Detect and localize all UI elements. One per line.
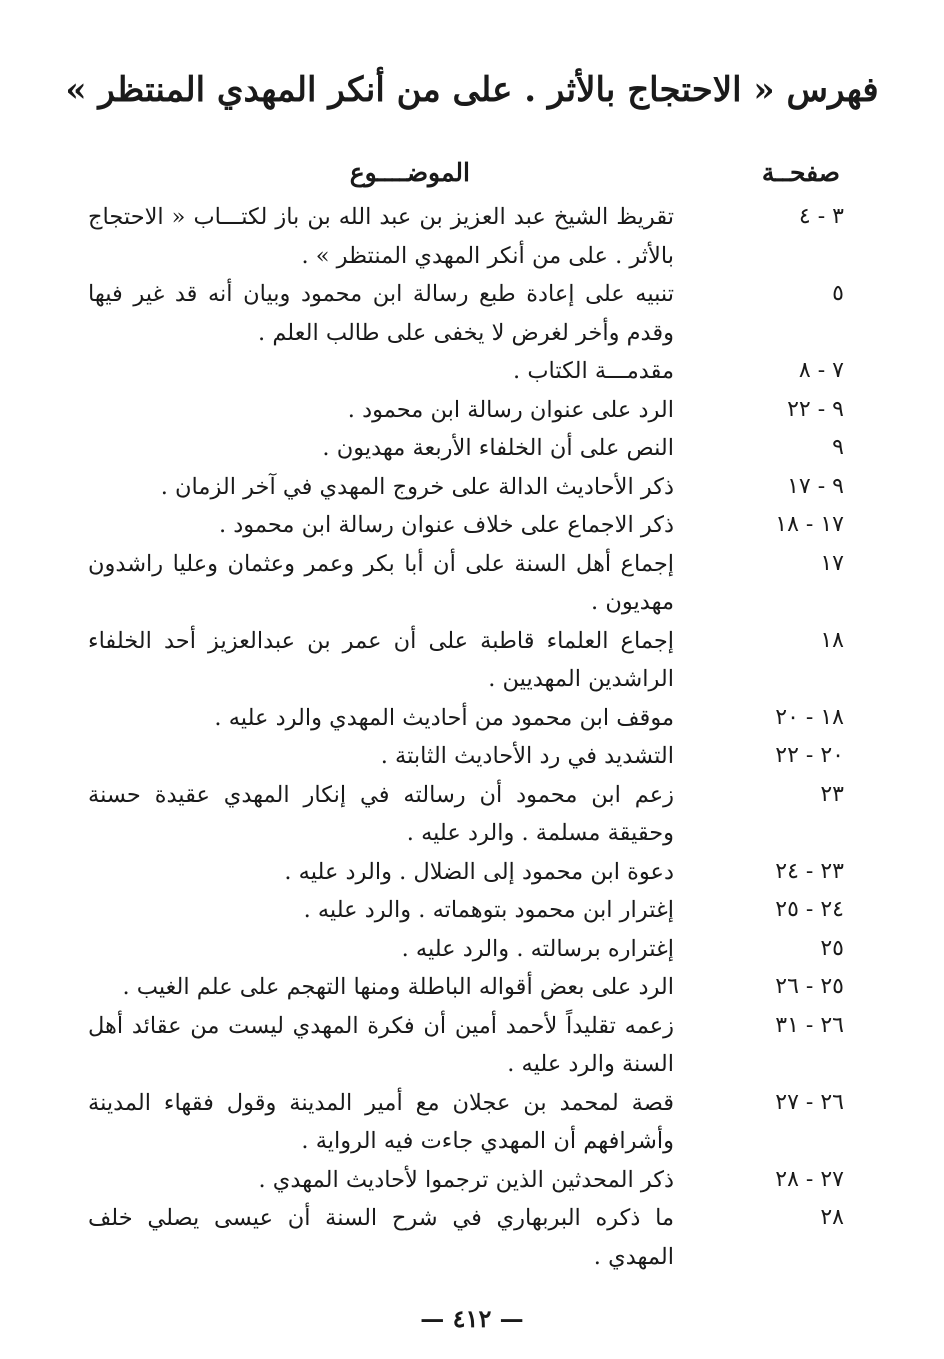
entry-text: الرد على بعض أقواله الباطلة ومنها التهجم على علم الغيب . — [122, 974, 674, 1000]
entry-text: دعوة ابن محمود إلى الضلال . والرد عليه . — [284, 858, 674, 885]
index-entry — [0, 1199, 944, 1276]
entry-pages: ٥ — [832, 281, 844, 306]
entry-text: إجماع أهل السنة على أن أبا بكر وعمر وعثمان وعليا راشدون مهديون . — [88, 550, 674, 615]
index-entry — [0, 737, 944, 776]
page-number: — ٤١٢ — — [420, 1304, 524, 1333]
entry-pages: ٩ - ١٧ — [787, 473, 844, 499]
entry-text: إغترار ابن محمود بتوهماته . والرد عليه . — [303, 897, 674, 923]
index-entry — [0, 1007, 944, 1084]
index-entry — [0, 853, 944, 892]
entry-text: إغتراره برسالته . والرد عليه . — [401, 935, 674, 962]
index-entry — [0, 699, 944, 738]
index-list — [0, 198, 944, 1276]
entry-text: زعمه تقليداً لأحمد أمين أن فكرة المهدي ليست من عقائد أهل السنة والرد عليه . — [88, 1012, 674, 1077]
entry-text: موقف ابن محمود من أحاديث المهدي والرد عليه . — [214, 704, 674, 731]
index-entry — [0, 930, 944, 969]
index-entry — [0, 545, 944, 622]
index-entry — [0, 506, 944, 545]
index-entry — [0, 891, 944, 930]
entry-text: التشديد في رد الأحاديث الثابتة . — [380, 743, 674, 769]
index-entry — [0, 429, 944, 468]
entry-pages: ٩ - ٢٢ — [787, 396, 844, 422]
entry-pages: ٢٤ - ٢٥ — [775, 897, 844, 922]
entry-pages: ٢٥ - ٢٦ — [775, 974, 844, 999]
entry-text: الرد على عنوان رسالة ابن محمود . — [347, 396, 674, 423]
index-entry — [0, 1161, 944, 1200]
entry-pages: ١٨ - ٢٠ — [775, 704, 844, 730]
entry-text: إجماع العلماء قاطبة على أن عمر بن عبدالعزيز أحد الخلفاء الراشدين المهديين . — [88, 627, 674, 692]
entry-pages: ١٧ - ١٨ — [775, 512, 844, 537]
index-entry — [0, 622, 944, 699]
entry-text: ما ذكره البربهاري في شرح السنة أن عيسى يصلي خلف المهدي . — [88, 1205, 674, 1270]
entry-text: مقدمـــة الكتاب . — [513, 358, 674, 384]
entry-pages: ٢٠ - ٢٢ — [775, 743, 844, 768]
page-column-header: صفحــة — [761, 158, 840, 187]
index-entry — [0, 198, 944, 275]
entry-pages: ٧ - ٨ — [798, 358, 844, 383]
index-entry — [0, 391, 944, 430]
index-entry — [0, 968, 944, 1007]
entry-text: تنبيه على إعادة طبع رسالة ابن محمود وبيان أنه قد غير فيها وقدم وأخر لغرض لا يخفى على طالب العلم . — [88, 281, 674, 346]
entry-pages: ٢٧ - ٢٨ — [775, 1166, 844, 1192]
index-entry — [0, 1084, 944, 1161]
topic-column-header: الموضــــوع — [349, 158, 470, 187]
index-entry — [0, 352, 944, 391]
entry-text: ذكر الاجماع على خلاف عنوان رسالة ابن محمود . — [218, 512, 674, 538]
index-entry — [0, 776, 944, 853]
index-entry — [0, 468, 944, 507]
entry-pages: ١٧ — [820, 550, 844, 576]
entry-pages: ٣ - ٤ — [798, 204, 844, 229]
entry-text: تقريظ الشيخ عبد العزيز بن عبد الله بن باز لكتـــاب « الاحتجاج بالأثر . على من أنكر المهدي المنتظر » . — [88, 204, 674, 269]
entry-pages: ٢٣ — [820, 781, 844, 807]
entry-text: ذكر الأحاديث الدالة على خروج المهدي في آخر الزمان . — [160, 473, 674, 500]
index-entry — [0, 275, 944, 352]
entry-text: النص على أن الخلفاء الأربعة مهديون . — [322, 435, 674, 461]
entry-pages: ١٨ — [820, 627, 844, 653]
entry-text: زعم ابن محمود أن رسالته في إنكار المهدي عقيدة حسنة وحقيقة مسلمة . والرد عليه . — [88, 781, 674, 846]
entry-pages: ٢٦ - ٣١ — [775, 1012, 844, 1038]
entry-pages: ٢٨ — [820, 1205, 844, 1230]
entry-pages: ٢٥ — [820, 935, 844, 961]
entry-pages: ٩ — [832, 435, 844, 460]
entry-pages: ٢٣ - ٢٤ — [775, 858, 844, 884]
entry-pages: ٢٦ - ٢٧ — [775, 1089, 844, 1115]
entry-text: قصة لمحمد بن عجلان مع أمير المدينة وقول فقهاء المدينة وأشرافهم أن المهدي جاءت فيه الرواية . — [88, 1089, 674, 1154]
entry-text: ذكر المحدثين الذين ترجموا لأحاديث المهدي . — [258, 1166, 674, 1193]
page-title: فهرس « الاحتجاج بالأثر . على من أنكر المهدي المنتظر » — [65, 70, 879, 110]
